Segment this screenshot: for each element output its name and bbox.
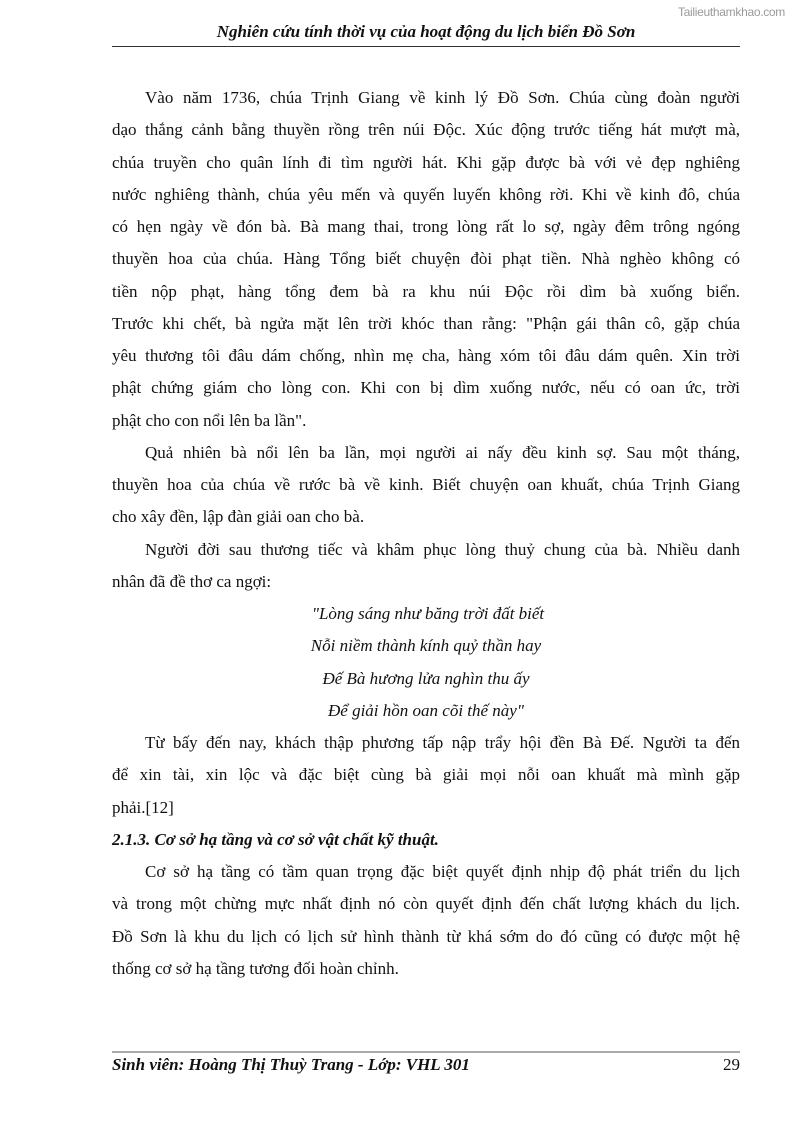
text-line: có hẹn ngày về đón bà. Bà mang thai, trong lòng rất lo sợ, ngày đêm trông ngóng xyxy=(112,217,740,236)
footer-author: Sinh viên: Hoàng Thị Thuỳ Trang - Lớp: VHL 301 xyxy=(112,1055,470,1074)
text-line: tiền nộp phạt, hàng tổng đem bà ra khu núi Độc rồi dìm bà xuống biển. xyxy=(112,281,740,301)
text-line: yêu thương tôi đâu dám chống, nhìn mẹ cha, hàng xóm tôi đâu dám quên. Xin trời xyxy=(112,346,740,365)
text-line: Trước khi chết, bà ngửa mặt lên trời khóc than rằng: "Phận gái thân cô, gặp chúa xyxy=(112,313,740,333)
page-number: 29 xyxy=(723,1055,740,1074)
text-line: phải.[12] xyxy=(112,797,174,817)
header-divider xyxy=(112,46,740,47)
text-line: thuyền hoa của chúa về rước bà về kinh. Biết chuyện oan khuất, chúa Trịnh Giang xyxy=(112,475,740,494)
text-line: cho xây đền, lập đàn giải oan cho bà. xyxy=(112,507,365,527)
paragraph-2 xyxy=(112,437,740,534)
paragraph-3 xyxy=(112,534,740,599)
text-line: Đồ Sơn là khu du lịch có lịch sử hình thành từ khá sớm do đó cũng có được một hệ xyxy=(112,926,740,946)
text-line: Từ bấy đến nay, khách thập phương tấp nập trẩy hội đền Bà Đế. Người ta đến xyxy=(145,733,740,752)
paragraph-1 xyxy=(112,82,740,437)
document-body xyxy=(112,82,740,985)
footer-divider xyxy=(112,1051,740,1053)
running-header: Nghiên cứu tính thời vụ của hoạt động du lịch biển Đồ Sơn xyxy=(216,22,636,41)
text-line: nước nghiêng thành, chúa yêu mến và quyến luyến không rời. Khi về kinh đô, chúa xyxy=(112,184,740,204)
paragraph-4 xyxy=(112,727,740,824)
text-line: Cơ sở hạ tầng có tầm quan trọng đặc biệt quyết định nhịp độ phát triển du lịch xyxy=(145,862,740,881)
poem-line: Nỗi niềm thành kính quỷ thần hay xyxy=(310,636,542,656)
text-line: thống cơ sở hạ tầng tương đối hoàn chỉnh. xyxy=(112,958,399,978)
poem-line: Đế Bà hương lửa nghìn thu ấy xyxy=(322,668,530,688)
text-line: Vào năm 1736, chúa Trịnh Giang về kinh lý Đồ Sơn. Chúa cùng đoàn người xyxy=(145,88,740,107)
text-line: phật cho con nổi lên ba lần". xyxy=(112,410,307,430)
watermark: Tailieuthamkhao.com xyxy=(677,5,785,19)
text-line: và trong một chừng mực nhất định nó còn quyết định đến chất lượng khách du lịch. xyxy=(112,894,740,914)
text-line: Người đời sau thương tiếc và khâm phục lòng thuỷ chung của bà. Nhiều danh xyxy=(145,539,740,559)
poem xyxy=(112,598,740,727)
text-line: thuyền hoa của chúa. Hàng Tổng biết chuyện đòi phạt tiền. Nhà nghèo không có xyxy=(112,249,740,269)
text-line: nhân đã đề thơ ca ngợi: xyxy=(112,571,272,591)
text-line: chúa truyền cho quân lính đi tìm người hát. Khi gặp được bà với vẻ đẹp nghiêng xyxy=(112,152,740,172)
section-heading: 2.1.3. Cơ sở hạ tầng và cơ sở vật chất kỹ thuật. xyxy=(112,829,439,849)
text-line: Quả nhiên bà nổi lên ba lần, mọi người ai nấy đều kinh sợ. Sau một tháng, xyxy=(145,442,740,462)
poem-line: Để giải hồn oan cõi thế này" xyxy=(328,700,524,720)
text-line: dạo thắng cảnh bằng thuyền rồng trên núi Độc. Xúc động trước tiếng hát mượt mà, xyxy=(112,120,740,140)
poem-line: "Lòng sáng như băng trời đất biết xyxy=(311,604,545,623)
text-line: phật chứng giám cho lòng con. Khi con bị dìm xuống nước, nếu có oan ức, trời xyxy=(112,378,740,398)
text-line: để xin tài, xin lộc và đặc biệt cùng bà giải mọi nỗi oan khuất mà mình gặp xyxy=(112,765,740,785)
section-paragraph xyxy=(112,856,740,985)
